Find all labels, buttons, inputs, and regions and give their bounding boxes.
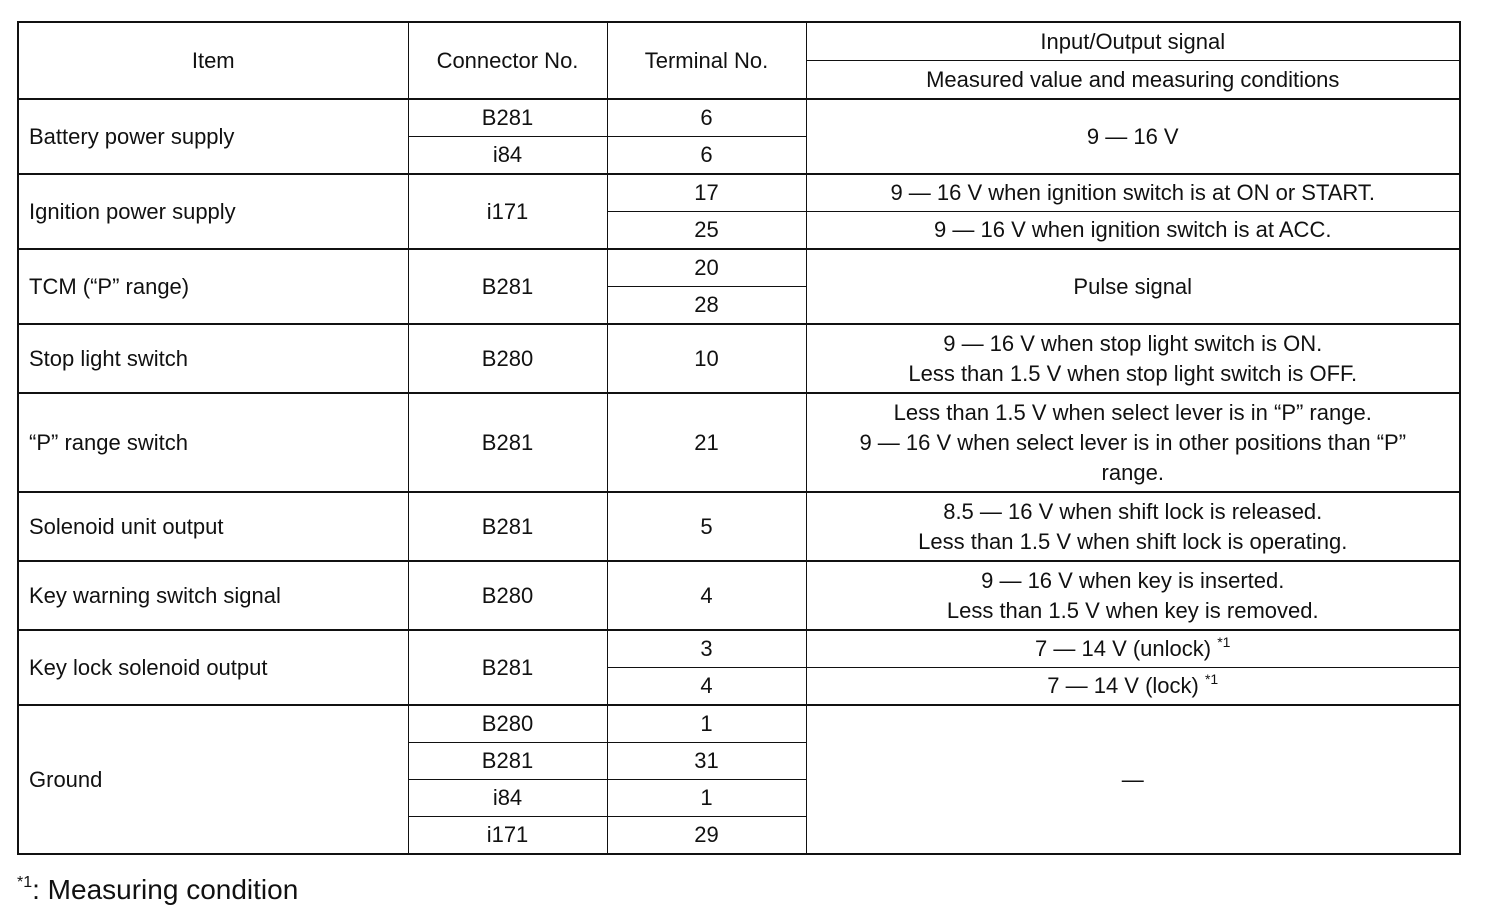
- signal-cell: [806, 668, 1460, 706]
- signal-line: 9 — 16 V when select lever is in other positions than “P”: [859, 429, 1407, 455]
- table-row: [18, 630, 1460, 668]
- signal-cell: 9 — 16 V: [806, 99, 1460, 174]
- connector-cell: B280: [408, 561, 607, 630]
- connector-cell: B281: [408, 492, 607, 561]
- connector-cell: i171: [408, 174, 607, 249]
- signal-line: range.: [1101, 459, 1164, 485]
- item-cell: Solenoid unit output: [18, 492, 408, 561]
- signal-line: Less than 1.5 V when stop light switch is OFF.: [908, 360, 1358, 386]
- signal-cell: [806, 630, 1460, 668]
- terminal-cell: 10: [607, 324, 806, 393]
- signal-cell: 9 — 16 V when ignition switch is at ACC.: [806, 212, 1460, 250]
- item-cell: TCM (“P” range): [18, 249, 408, 324]
- item-cell: Battery power supply: [18, 99, 408, 174]
- terminal-cell: 21: [607, 393, 806, 492]
- header-connector: Connector No.: [408, 22, 607, 99]
- connector-cell: i84: [408, 780, 607, 817]
- footnote-mark: *1: [1204, 671, 1219, 687]
- table-row: [18, 393, 1460, 492]
- table-row: [18, 324, 1460, 393]
- table-row: [18, 249, 1460, 287]
- terminal-cell: 3: [607, 630, 806, 668]
- terminal-cell: 4: [607, 561, 806, 630]
- connector-cell: B281: [408, 743, 607, 780]
- signal-line: Less than 1.5 V when shift lock is operating.: [918, 528, 1348, 554]
- table-row: [18, 492, 1460, 561]
- connector-cell: B280: [408, 324, 607, 393]
- item-cell: Key lock solenoid output: [18, 630, 408, 705]
- connector-cell: B280: [408, 705, 607, 743]
- signal-cell: —: [806, 705, 1460, 854]
- terminal-cell: 4: [607, 668, 806, 706]
- header-item: Item: [18, 22, 408, 99]
- footnote-mark: *1: [17, 874, 33, 891]
- terminal-cell: 1: [607, 780, 806, 817]
- signal-cell: Pulse signal: [806, 249, 1460, 324]
- signal-cell: [806, 393, 1460, 492]
- connector-cell: B281: [408, 630, 607, 705]
- footnote-text: : Measuring condition: [32, 874, 299, 905]
- terminal-cell: 29: [607, 817, 806, 855]
- signal-line: 9 — 16 V when stop light switch is ON.: [943, 330, 1323, 356]
- terminal-spec-table: [17, 21, 1461, 855]
- terminal-cell: 20: [607, 249, 806, 287]
- terminal-cell: 6: [607, 137, 806, 175]
- item-cell: Key warning switch signal: [18, 561, 408, 630]
- table-row: [18, 99, 1460, 137]
- footnote: [17, 872, 298, 908]
- footnote-mark: *1: [1217, 634, 1231, 650]
- signal-cell: [806, 492, 1460, 561]
- header-signal: Input/Output signal: [806, 22, 1460, 61]
- connector-cell: B281: [408, 99, 607, 137]
- terminal-cell: 1: [607, 705, 806, 743]
- table-row: [18, 174, 1460, 212]
- signal-line: 9 — 16 V when key is inserted.: [981, 567, 1285, 593]
- header-terminal: Terminal No.: [607, 22, 806, 99]
- header-measured: Measured value and measuring conditions: [806, 61, 1460, 100]
- item-cell: Ground: [18, 705, 408, 854]
- signal-cell: [806, 561, 1460, 630]
- connector-cell: i84: [408, 137, 607, 175]
- signal-line: Less than 1.5 V when key is removed.: [946, 597, 1319, 623]
- terminal-cell: 6: [607, 99, 806, 137]
- terminal-cell: 5: [607, 492, 806, 561]
- signal-line: Less than 1.5 V when select lever is in “P” range.: [893, 399, 1372, 425]
- connector-cell: B281: [408, 249, 607, 324]
- signal-line: 8.5 — 16 V when shift lock is released.: [943, 498, 1323, 524]
- connector-cell: B281: [408, 393, 607, 492]
- signal-cell: 9 — 16 V when ignition switch is at ON or START.: [806, 174, 1460, 212]
- connector-cell: i171: [408, 817, 607, 855]
- terminal-cell: 28: [607, 287, 806, 325]
- terminal-cell: 17: [607, 174, 806, 212]
- signal-cell: [806, 324, 1460, 393]
- item-cell: Ignition power supply: [18, 174, 408, 249]
- item-cell: “P” range switch: [18, 393, 408, 492]
- signal-text: 7 — 14 V (lock): [1047, 673, 1205, 698]
- terminal-cell: 25: [607, 212, 806, 250]
- table-row: [18, 705, 1460, 743]
- item-cell: Stop light switch: [18, 324, 408, 393]
- terminal-cell: 31: [607, 743, 806, 780]
- signal-text: 7 — 14 V (unlock): [1035, 636, 1218, 661]
- table-row: [18, 561, 1460, 630]
- header-row: [18, 22, 1460, 61]
